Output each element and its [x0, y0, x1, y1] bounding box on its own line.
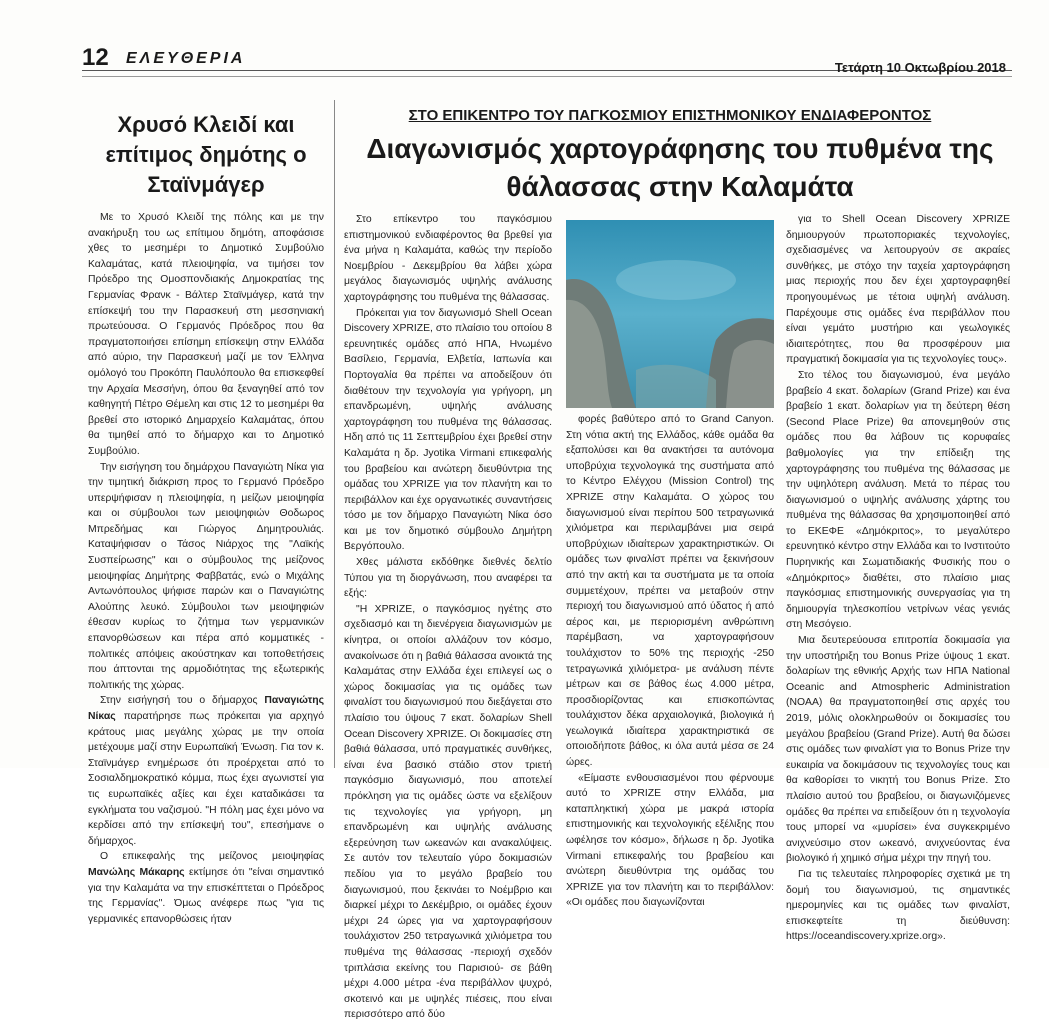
paragraph: φορές βαθύτερο από το Grand Canyon. Στη νότια ακτή της Ελλάδος, κάθε ομάδα θα εξαπολύσει και θα ανακτήσει τα αυτόνομα υποβρύχια τεχνολογικά της συστήματα από το Κέντρο Ελέγχου (Mission Control) της XPRIZE στην Καλαμάτα. Ο χώρος του διαγωνισμού είναι περίπου 500 τετραγωνικά χιλιόμετρα και περιλαμβάνει μια σειρά υποβρύχιων ιδιαίτερων χαρακτηριστικών. Οι ομάδες των φιναλίστ πρέπει να ξεκινήσουν από την ακτή και τα συστήματα με τα οποία συμμετέχουν, πρέπει να μεταβούν στην περιοχή του διαγωνισμού από ύδατος ή από αέρος και, με περιορισμένη ανθρώπινη παρέμβαση, να χαρτογραφήσουν τουλάχιστον το 50% της περιοχής -250 τετραγωνικά χιλιόμετρα- με ανάλυση πέντε μέτρων και σε βάθος έως 4.000 μέτρα, προσδιορίζοντας και επισκοπώντας τουλάχιστον δέκα αρχαιολογικά, βιολογικά ή γεωλογικά ιδιαίτερα χαρακτηριστικά σε οποιοδήποτε βάθος, κι όλα αυτά μέσα σε 24 ώρες. — [566, 414, 774, 769]
paragraph: "Η XPRIZE, ο παγκόσμιος ηγέτης στο σχεδιασμό και τη διενέργεια διαγωνισμών με κίνητρα, οι οποίοι αλλάζουν τον κόσμο, ανακοίνωσε ότι η βαθιά θάλασσα ανοικτά της Καλαμάτας στην Ελλάδα έχει επιλεγεί ως ο χώρος δοκιμασίας για τις ομάδες των φιναλίστ του διαγωνισμού που διεξάγεται στο πλαίσιο του ύψους 7 εκατ. δολαρίων Shell Ocean Discovery XPRIZE. Οι δοκιμασίες στη βαθιά θάλασσα, υπό πραγματικές συνθήκες, είναι ένα βασικό στάδιο στον τριετή παγκόσμιο διαγωνισμό, που αποτελεί πρόκληση για τις ομάδες ώστε να εξελίξουν τις τεχνολογίες για γρήγορη, μη επανδρωμένη και υψηλής ανάλυσης εξερεύνηση των ωκεανών και ανακαλύψεις. Σε αυτόν τον τελευταίο γύρο δοκιμασιών πεδίου για το μεγάλο βραβείο του διαγωνισμού, που ξεκινάει το Νοέμβριο και διαρκεί μέχρι το Δεκέμβριο, οι ομάδες έχουν μέχρι 24 ώρες για να χαρτογραφήσουν τουλάχιστον 250 τετραγωνικά χιλιόμετρα του πυθμένα της θάλασσας -περιοχή σχεδόν τριπλάσια εκείνης του Παρισιού- σε βάθη μέχρι 4.000 μέτρα -ένα περιβάλλον ψυχρό, σκοτεινό και με υψηλές πιέσεις, που είναι περισσότερο από δύο — [344, 603, 552, 1021]
main-article-column-3 — [786, 212, 1010, 943]
main-article-kicker: ΣΤΟ ΕΠΙΚΕΝΤΡΟ ΤΟΥ ΠΑΓΚΟΣΜΙΟΥ ΕΠΙΣΤΗΜΟΝΙΚΟΥ ΕΝΔΙΑΦΕΡΟΝΤΟΣ — [408, 107, 932, 124]
paragraph: Στην εισήγησή του ο δήμαρχος Παναγιώτης Νίκας παρατήρησε πως πρόκειται για αρχηγό κράτους μιας μεγάλης χώρας με την οποία μετέχουμε μαζί στην Ευρωπαϊκή Ένωση. Για τον κ. Σταϊνμάγερ ενημέρωσε ότι προέρχεται από το Σοσιαλδημοκρατικό κόμμα, πως έχει αγωνιστεί για τις ευρωπαϊκές αξίες και έχει καταδικάσει τα εγκλήματα του ναζισμού. "Η πόλη μας έχει μόνο να κερδίσει από την επίσκεψή του", επεσήμανε ο δήμαρχος. — [88, 695, 324, 847]
paragraph: Ο επικεφαλής της μείζονος μειοψηφίας Μανώλης Μάκαρης εκτίμησε ότι "είναι σημαντικό για την Καλαμάτα να την επισκέπτεται ο Πρόεδρος της Γερμανίας". Όμως ανέφερε πως "για τις γερμανικές επανορθώσεις ήταν — [88, 851, 324, 925]
issue-date: Τετάρτη 10 Οκτωβρίου 2018 — [834, 60, 1006, 75]
seabed-photo — [566, 220, 774, 408]
paragraph: Στο επίκεντρο του παγκόσμιου επιστημονικού ενδιαφέροντος θα βρεθεί για ένα μήνα η Καλαμάτα, καθώς την περίοδο Νοεμβρίου - Δεκεμβρίου θα λάβει χώρα μεγάλος διαγωνισμός υψηλής ανάλυσης χαρτογράφησης του πυθμένα της θάλασσας. — [344, 214, 552, 303]
paragraph: για το Shell Ocean Discovery XPRIZE δημιουργούν πρωτοποριακές τεχνολογίες, σχεδιασμένες να λειτουργούν σε ακραίες συνθήκες, με στόχο την ταχεία χαρτογράφηση μιας περιοχής που δεν έχει χαρτογραφηθεί προηγουμένως με τέτοια υψηλή ανάλυση. Παρέχουμε στις ομάδες ένα περιβάλλον που είναι γεμάτο μυστήριο και γεωλογικές ιδιαιτερότητες, που θα προσφέρουν μια πραγματική δοκιμασία για τις τεχνολογίες τους». — [786, 214, 1010, 366]
header-divider — [82, 76, 1012, 77]
left-article-title: Χρυσό Κλειδί και επίτιμος δημότης ο Σταϊνμάγερ — [105, 112, 307, 197]
left-article-body — [88, 210, 324, 925]
main-article-headline: Διαγωνισμός χαρτογράφησης του πυθμένα της θάλασσας στην Καλαμάτα — [366, 133, 994, 202]
paragraph: Μια δευτερεύουσα επιτροπία δοκιμασία για την υποστήριξη του Bonus Prize ύψους 1 εκατ. δολαρίων της εθνικής Αρχής των ΗΠΑ National Oceanic and Atmospheric Administration (NOAA) θα πραγματοποιηθεί στις αρχές του 2019, μόλις ολοκληρωθούν οι δοκιμασίες του μεγάλου βραβείου (Grand Prize). Αυτή θα δώσει στις ομάδες των φιναλίστ για το Bonus Prize την ευκαιρία να δοκιμάσουν τις τεχνολογίες τους και θα καθορίσει το νικητή του Bonus Prize. Στο πλαίσιο αυτού του βραβείου, οι διαγωνιζόμενες ομάδες θα πρέπει να επιδείξουν ότι η τεχνολογία τους μπορεί να «μυρίσει» ένα συγκεκριμένο ανιχνεύσιμο στον ωκεανό, ανιχνεύοντας ένα βιολογικό ή χημικό σήμα μέχρι την πηγή του. — [786, 635, 1010, 865]
page-header — [82, 44, 1012, 75]
column-divider — [334, 100, 335, 768]
paragraph: Την εισήγηση του δημάρχου Παναγιώτη Νίκα για την τιμητική διάκριση προς το Γερμανό Πρόεδρο υπερψήφισαν η πλειοψηφία, η μείζων μειοψηφία και οι σύμβουλοι των μειοψηφιών Θοδωρος Μπρεδήμας και Γιώργος Δημητρουλιάς. Καταψήφισαν ο Τάσος Νιάρχος της "Λαϊκής Συσπείρωσης" και ο σύμβουλος της μείζονος μειοψηφίας Δημήτρης Φαββατάς, ενώ ο Μιχάλης Αντωνόπουλος ψήφισε παρών και ο Παναγιώτης Αλούπης λευκό. Σύμβουλοι των μειοψηφιών έθεσαν κυρίως το ζήτημα των γερμανικών επανορθώσεων και πέρα από κομματικές - πολιτικές απόψεις ακούστηκαν και τοποθετήσεις που άπτονται της αρμοδιότητας της εξωτερικής πολιτικής της χώρας. — [88, 461, 324, 691]
main-article-column-1 — [344, 212, 552, 1021]
newspaper-name: ΕΛΕΥΘΕΡΙΑ — [126, 50, 246, 67]
main-article-column-2 — [566, 412, 774, 909]
paragraph: Πρόκειται για τον διαγωνισμό Shell Ocean Discovery XPRIZE, στο πλαίσιο του οποίου 8 ερευνητικές ομάδες από ΗΠΑ, Ηνωμένο Βασίλειο, Γερμανία, Ελβετία, Ιαπωνία και Πορτογαλία θα πρέπει να αποδείξουν ότι διαθέτουν την τεχνολογία για γρήγορη, μη επανδρωμένη, υψηλής ανάλυσης χαρτογράφηση του πυθμένα της θάλασσας. Ηδη από τις 11 Σεπτεμβρίου έχει βρεθεί στην Καλαμάτα η δρ. Jyotika Virmani επικεφαλής του βραβείου και ανώτερη διευθύντρια της ομάδας του XPRIZE για τον πλανήτη και το περιβάλλον και έχε οργανωτικές συναντήσεις τόσο με τον δήμαρχο Παναγιώτη Νίκα όσο και με τον δημοτικό σύμβουλο Δημήτρη Βεργόπουλο. — [344, 307, 552, 553]
paragraph: Για τις τελευταίες πληροφορίες σχετικά με τη δομή του διαγωνισμού, τις σημαντικές ημερομηνίες και τις ομάδες των φιναλίστ, επισκεφτείτε τη διεύθυνση: https://oceandiscovery.xprize.org». — [786, 868, 1010, 943]
paragraph: Χθες μάλιστα εκδόθηκε διεθνές δελτίο Τύπου για τη διοργάνωση, που αναφέρει τα εξής: — [344, 557, 552, 600]
page-number: 12 — [82, 44, 109, 71]
paragraph: «Είμαστε ενθουσιασμένοι που φέρνουμε αυτό το XPRIZE στην Ελλάδα, μια καταπληκτική χώρα με μακρά ιστορία επιστημονικής και τεχνολογικής εξέλιξης που ωφέλησε τον κόσμο», δήλωσε η δρ. Jyotika Virmani επικεφαλής του βραβείου και ανώτερη διευθύντρια της ομάδας του XPRIZE για τον πλανήτη και το περιβάλλον: «Οι ομάδες που διαγωνίζονται — [566, 772, 774, 909]
paragraph: Με το Χρυσό Κλειδί της πόλης και με την ανακήρυξη του ως επίτιμου δημότη, αποφάσισε χθες το μεσημέρι το Δημοτικό Συμβούλιο Καλαμάτας, κατά πλειοψηφία, να τιμήσει τον Πρόεδρο της Ομοσπονδιακής Δημοκρατίας της Γερμανίας Φρανκ - Βάλτερ Σταϊνμάγερ, κατά την επίσκεψή του την Παρασκευή στη μεσσηνιακή πρωτεύουσα. Ο Γερμανός Πρόεδρος που θα πραγματοποιήσει επίσημη επίσκεψη στην Ελλάδα από αύριο, την Παρασκευή μαζί με τον Έλληνα ομόλογό του Προκόπη Παυλόπουλο θα επισκεφθεί την Αρχαία Μεσσήνη, όπου θα ξεναγηθεί από τον καθηγητή Πέτρο Θέμελη και στις 12 το μεσημέρι θα βρεθεί στο ιστορικό Δημαρχείο Καλαμάτας, όπου θα τιμηθεί από το δήμαρχο και το Δημοτικό Συμβούλιο. — [88, 212, 324, 457]
paragraph: Στο τέλος του διαγωνισμού, ένα μεγάλο βραβείο 4 εκατ. δολαρίων (Grand Prize) και ένα βραβείο 1 εκατ. δολαρίων για τη δεύτερη θέση (Second Place Prize) θα απονεμηθούν στις ομάδες που θα λάβουν τις κορυφαίες βαθμολογίες για την επίδειξη της χαρτογράφησης του πυθμένα της θάλασσας με την υψηλότερη ανάλυση. Μετά το πέρας του διαγωνισμού ο υψηλής ανάλυσης χάρτης του πυθμένα της θάλασσας θα χρησιμοποιηθεί από το ΕΚΕΦΕ «Δημόκριτος», το μεγαλύτερο ερευνητικό κέντρο στην Ελλάδα και το Ινστιτούτο Πυρηνικής και Σωματιδιακής Φυσικής που ο «Δημόκριτος» διαθέτει, στο πλαίσιο μιας παγκόσμιας επιστημονικής συνεργασίας για τη δημιουργία τηλεσκοπίου νετρίνων νέας γενιάς στη Μεσόγειο. — [786, 369, 1010, 631]
